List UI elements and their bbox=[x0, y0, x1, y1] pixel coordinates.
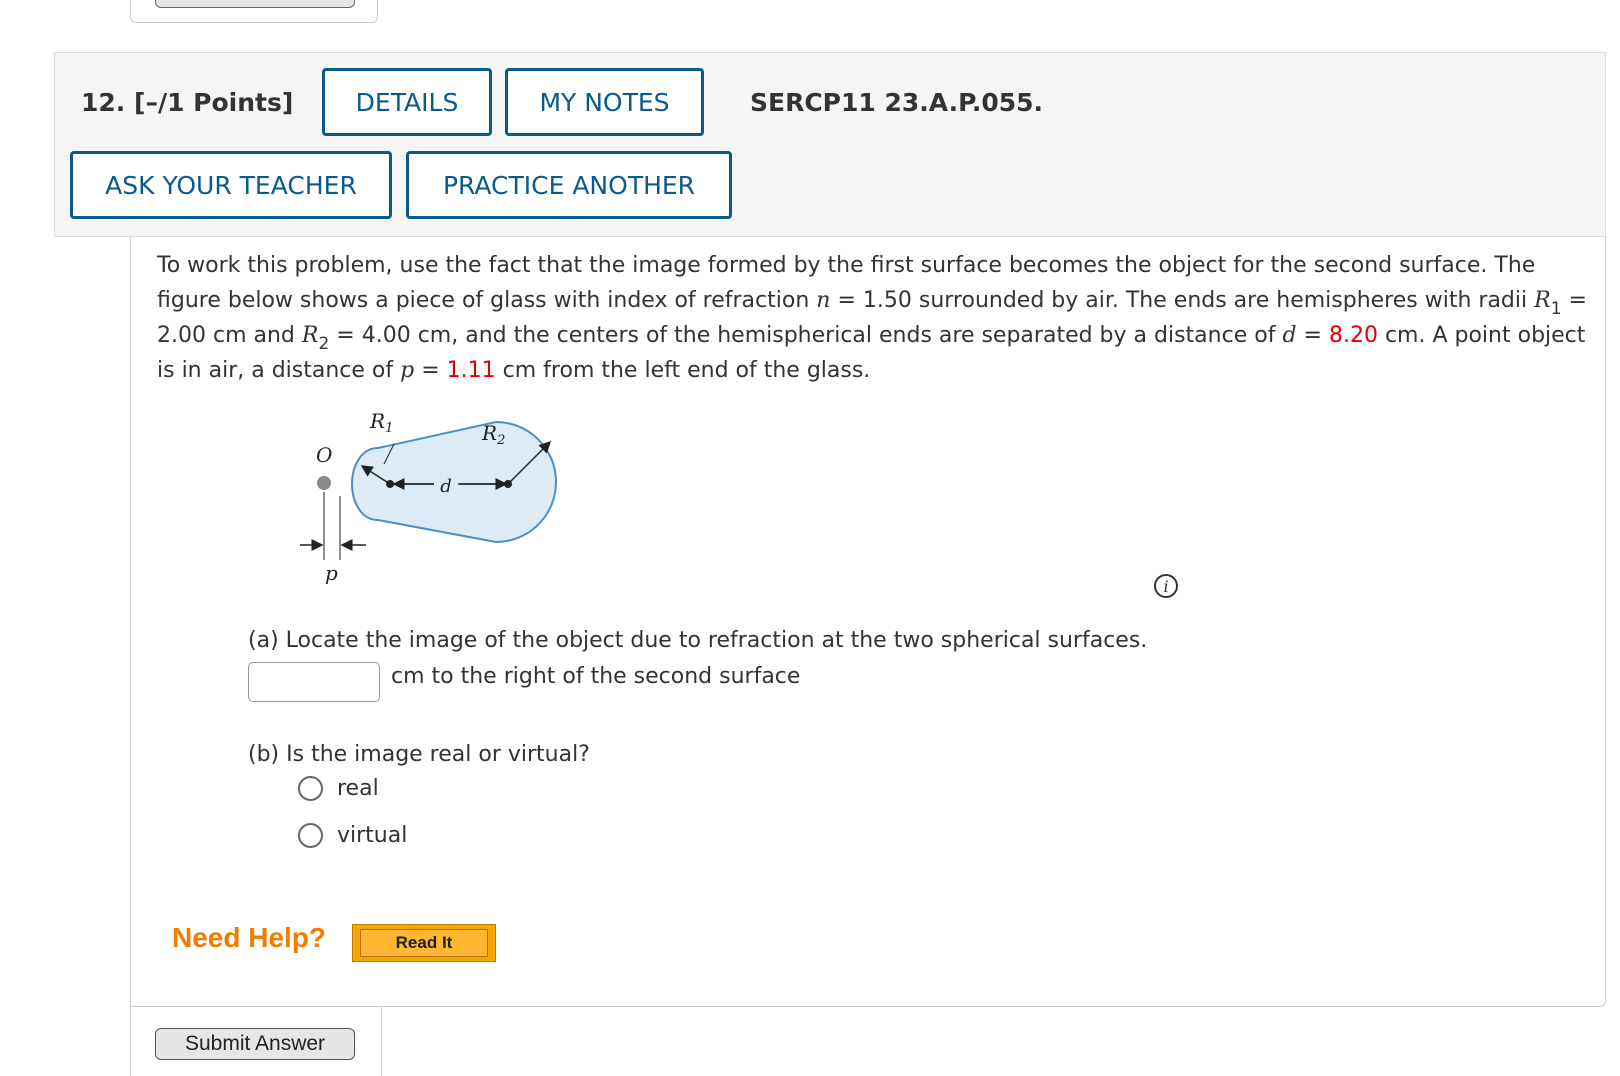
equals-sign: = bbox=[421, 358, 440, 383]
part-b-question: (b) Is the image real or virtual? bbox=[248, 742, 590, 767]
points-label: [–/1 Points] bbox=[134, 88, 294, 117]
previous-submit-button[interactable] bbox=[155, 0, 355, 8]
submit-answer-button[interactable]: Submit Answer bbox=[155, 1028, 355, 1060]
practice-another-button[interactable]: PRACTICE ANOTHER bbox=[406, 151, 732, 219]
radio-virtual[interactable] bbox=[298, 823, 323, 848]
r1-value: 2.00 cm and bbox=[157, 323, 295, 348]
var-r1: R bbox=[1534, 288, 1551, 313]
need-help-label: Need Help? bbox=[172, 922, 327, 953]
label-r1-letter: R bbox=[370, 409, 386, 433]
option-real[interactable] bbox=[298, 776, 379, 801]
var-r2-subscript: 2 bbox=[318, 334, 330, 354]
question-number: 12. bbox=[81, 88, 126, 117]
equals-sign: = bbox=[336, 323, 355, 348]
label-p: p bbox=[325, 561, 338, 585]
equals-sign: = bbox=[837, 288, 856, 313]
equals-sign: = bbox=[1568, 288, 1587, 313]
problem-statement bbox=[157, 248, 1587, 388]
option-real-label: real bbox=[337, 776, 379, 801]
label-r2-letter: R bbox=[482, 421, 498, 445]
read-it-label: Read It bbox=[360, 929, 488, 957]
info-icon[interactable]: i bbox=[1154, 574, 1178, 598]
var-p: p bbox=[400, 358, 415, 383]
var-n: n bbox=[816, 288, 831, 313]
r2-value: 4.00 cm, and the centers of the hemispherical ends are separated by a distance of bbox=[361, 323, 1276, 348]
var-r1-subscript: 1 bbox=[1550, 299, 1562, 319]
part-a-unit-label: cm to the right of the second surface bbox=[391, 664, 801, 689]
read-it-button[interactable] bbox=[352, 924, 496, 962]
option-virtual-label: virtual bbox=[337, 823, 408, 848]
ask-your-teacher-button[interactable]: ASK YOUR TEACHER bbox=[70, 151, 392, 219]
label-d: d bbox=[440, 476, 452, 497]
glass-rod-figure bbox=[300, 400, 590, 590]
problem-text-3: cm. A point object is in air, a distance of bbox=[157, 323, 1586, 383]
label-o: O bbox=[316, 443, 333, 467]
details-button[interactable]: DETAILS bbox=[322, 68, 492, 136]
label-r1 bbox=[369, 409, 393, 436]
d-value: 8.20 bbox=[1328, 323, 1378, 348]
var-r2: R bbox=[301, 323, 319, 348]
n-value: 1.50 bbox=[862, 288, 912, 313]
option-virtual[interactable] bbox=[298, 823, 407, 848]
radio-real[interactable] bbox=[298, 776, 323, 801]
problem-text-intro: To work this problem, use the fact that the image formed by the first surface becomes the object for the second surface. The figure below shows a piece of glass with index of refraction bbox=[157, 253, 1536, 313]
problem-text-4: cm from the left end of the glass. bbox=[502, 358, 871, 383]
question-points bbox=[81, 88, 293, 117]
label-r2-sub: 2 bbox=[497, 433, 506, 448]
my-notes-button[interactable]: MY NOTES bbox=[505, 68, 704, 136]
equals-sign: = bbox=[1303, 323, 1322, 348]
problem-code: SERCP11 23.A.P.055. bbox=[750, 88, 1044, 117]
problem-text-2: surrounded by air. The ends are hemispheres with radii bbox=[918, 288, 1528, 313]
label-r1-sub: 1 bbox=[385, 421, 394, 436]
p-value: 1.11 bbox=[446, 358, 496, 383]
part-a-question: (a) Locate the image of the object due to refraction at the two spherical surfaces. bbox=[248, 628, 1148, 653]
var-d: d bbox=[1282, 323, 1297, 348]
point-object bbox=[317, 476, 331, 490]
part-a-answer-input[interactable] bbox=[248, 662, 380, 702]
